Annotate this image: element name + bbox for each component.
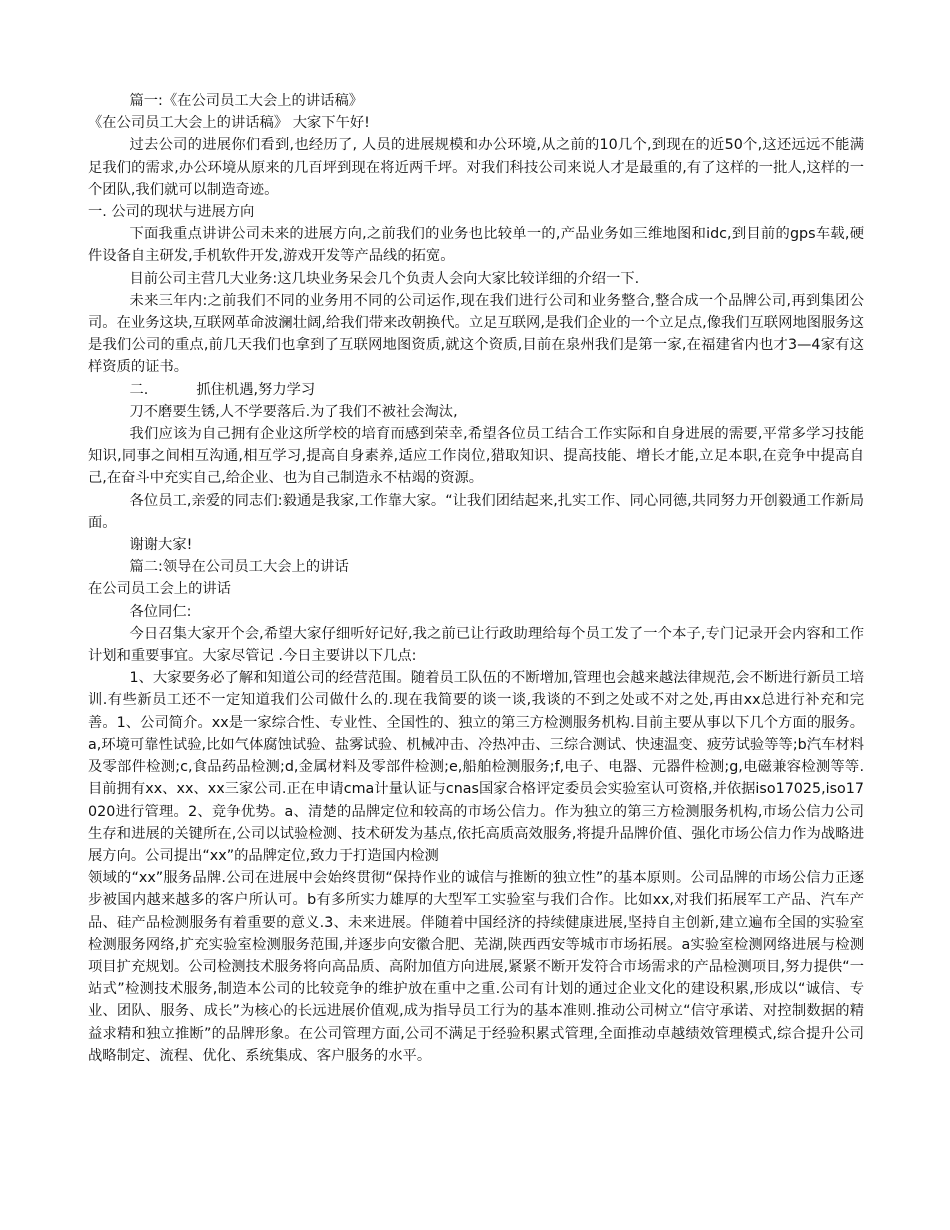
paragraph: 1、大家要务必了解和知道公司的经营范围。随着员工队伍的不断增加,管理也会越来越法律规范,会不断进行新员工培训.有些新员工还不一定知道我们公司做什么的.现在我简要的谈一谈,我谈的不到之处或不对之处,再由xx总进行补充和完善。1、公司简介。xx是一家综合性、专业性、全国性的、独立的第三方检测服务机构.目前主要从事以下几个方面的服务。a,环境可靠性试验,比如气体腐蚀试验、盐雾试验、机械冲击、冷热冲击、三综合测试、快速温变、疲劳试验等等;b汽车材料及零部件检测;c,食品药品检测;d,金属材料及零部件检测;e,船舶检测服务;f,电子、电器、元器件检测;g,电磁兼容检测等等.目前拥有xx、xx、xx三家公司.正在申请cma计量认证与cnas国家合格评定委员会实验室认可资格,并依据iso17025,iso17020进行管理。2、竞争优势。a、清楚的品牌定位和较高的市场公信力。作为独立的第三方检测服务机构,市场公信力公司生存和进展的关键所在,公司以试验检测、技术研发为基点,依托高质高效服务,将提升品牌价值、强化市场公信力作为战略进展方向。公司提出“xx”的品牌定位,致力于打造国内检测 bbox=[88, 670, 864, 864]
paragraph: 未来三年内:之前我们不同的业务用不同的公司运作,现在我们进行公司和业务整合,整合成一个品牌公司,再到集团公司。在业务这块,互联网革命波澜壮阔,给我们带来改朝换代。立足互联网,是我们企业的一个立足点,像我们互联网地图服务这是我们公司的重点,前几天我们也拿到了互联网地图资质,就这个资质,目前在泉州我们是第一家,在福建省内也才3—4家有这样资质的证书。 bbox=[88, 292, 864, 376]
subheading-2-number: 二. bbox=[129, 381, 149, 398]
salutation: 各位同仁: bbox=[129, 603, 192, 620]
section-heading-1: 篇一:《在公司员工大会上的讲话稿》 bbox=[129, 93, 364, 109]
document-body bbox=[88, 90, 864, 1067]
paragraph: 我们应该为自己拥有企业这所学校的培育而感到荣幸,希望各位员工结合工作实际和自身进展的需要,平常多学习技能知识,同事之间相互沟通,相互学习,提高自身素养,适应工作岗位,猎取知识、提高技能、增长才能,立足本职,在竞争中提高自己,在奋斗中充实自己,给企业、也为自己制造永不枯竭的资源。 bbox=[88, 426, 864, 487]
subheading-2 bbox=[88, 379, 864, 401]
paragraph: 刀不磨要生锈,人不学要落后.为了我们不被社会淘汰, bbox=[129, 403, 458, 420]
section-heading-2: 篇二:领导在公司员工大会上的讲话 bbox=[129, 559, 349, 576]
subheading-2-text: 抓住机遇,努力学习 bbox=[196, 381, 316, 398]
paragraph: 下面我重点讲讲公司未来的进展方向,之前我们的业务也比较单一的,产品业务如三维地图和idc,到目前的gps车载,硬件设备自主研发,手机软件开发,游戏开发等产品线的拓宽。 bbox=[88, 226, 864, 265]
paragraph: 目前公司主营几大业务:这几块业务呆会几个负责人会向大家比较详细的介绍一下. bbox=[129, 270, 640, 287]
paragraph: 领域的“xx”服务品牌.公司在进展中会始终贯彻“保持作业的诚信与推断的独立性”的基本原则。公司品牌的市场公信力正逐步被国内越来越多的客户所认可。b有多所实力雄厚的大型军工实验室与我们合作。比如xx,对我们拓展军工产品、汽车产品、硅产品检测服务有着重要的意义.3、未来进展。伴随着中国经济的持续健康进展,坚持自主创新,建立遍布全国的实验室检测服务网络,扩充实验室检测服务范围,并逐步向安徽合肥、芜湖,陕西西安等城市市场拓展。a实验室检测网络进展与检测项目扩充规划。公司检测技术服务将向高品质、高附加值方向进展,紧紧不断开发符合市场需求的产品检测项目,努力提供“一站式”检测技术服务,制造本公司的比较竞争的维护放在重中之重.公司有计划的通过企业文化的建设积累,形成以“诚信、专业、团队、服务、成长”为核心的长远进展价值观,成为指导员工行为的基本准则.推动公司树立“信守承诺、对控制数据的精益求精和独立推断”的品牌形象。在公司管理方面,公司不满足于经验积累式管理,全面推动卓越绩效管理模式,综合提升公司战略制定、流程、优化、系统集成、客户服务的水平。 bbox=[88, 870, 864, 1064]
paragraph: 过去公司的进展你们看到,也经历了, 人员的进展规模和办公环境,从之前的10几个,到现在的近50个,这还远远不能满足我们的需求,办公环境从原来的几百坪到现在将近两千坪。对我们科技公司来说人才是最重的,有了这样的一批人,这样的一个团队,我们就可以制造奇迹。 bbox=[88, 137, 864, 198]
closing-line: 谢谢大家! bbox=[129, 537, 193, 554]
paragraph: 各位员工,亲爱的同志们:毅通是我家,工作靠大家。“让我们团结起来,扎实工作、同心同德,共同努力开创毅通工作新局面。 bbox=[88, 492, 864, 531]
subheading-1: 一. 公司的现状与进展方向 bbox=[88, 204, 255, 221]
speech-title-line: 《在公司员工大会上的讲话稿》 大家下午好! bbox=[88, 115, 370, 132]
paragraph: 今日召集大家开个会,希望大家仔细听好记好,我之前已让行政助理给每个员工发了一个本子,专门记录开会内容和工作计划和重要事宜。大家尽管记 .今日主要讲以下几点: bbox=[88, 625, 864, 665]
speech-title-line: 在公司员工会上的讲话 bbox=[88, 581, 231, 598]
